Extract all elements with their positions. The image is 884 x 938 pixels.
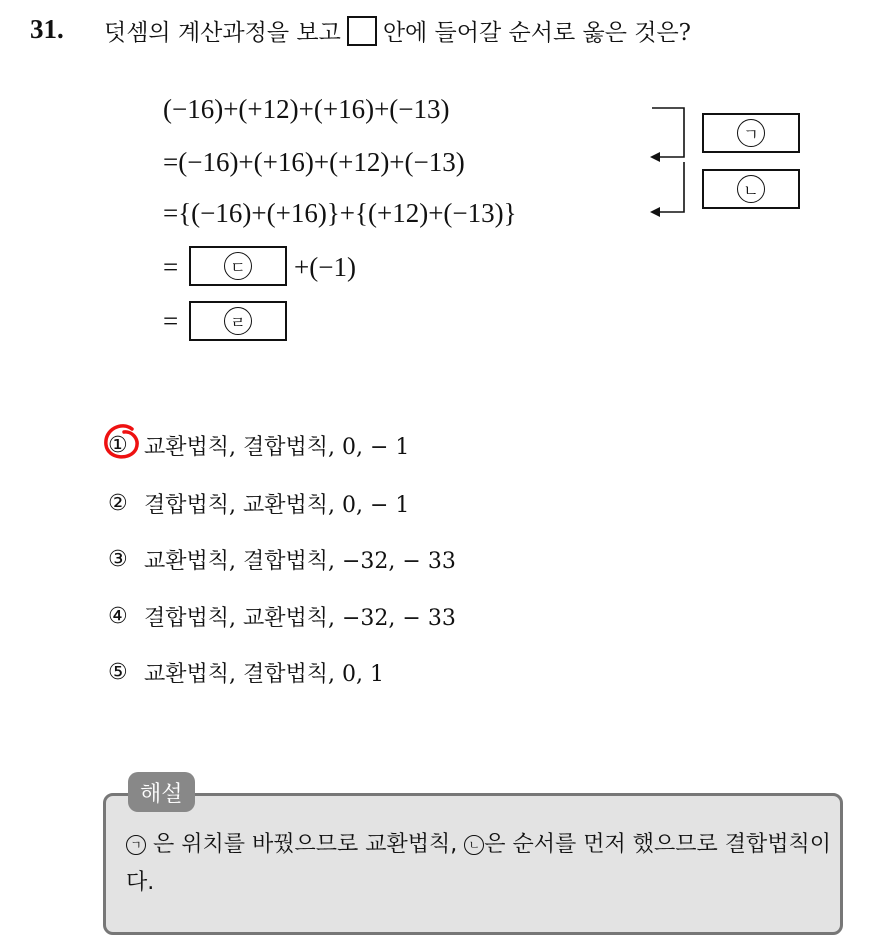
circled-a: ㄱ: [737, 119, 765, 147]
mark-a: ㄱ: [126, 835, 146, 855]
option-number: ①: [108, 433, 128, 458]
explanation-part-2: 은 순서를 먼저 했으므로 결합법칙이다.: [126, 832, 832, 895]
option-text: 결합법칙, 교환법칙, −32, − 33: [144, 606, 456, 631]
question-text: [104, 14, 691, 47]
arrow-1: [652, 108, 684, 157]
work-line-4-suffix: +(−1): [294, 252, 356, 282]
option-3[interactable]: [108, 544, 456, 575]
answer-box-a: [702, 113, 800, 153]
blank-box: [347, 16, 377, 46]
explanation-part-1: 은 위치를 바꿨으므로 교환법칙,: [153, 832, 465, 857]
work-line-5-prefix: =: [163, 306, 179, 336]
option-text: 교환법칙, 결합법칙, 0, − 1: [144, 435, 410, 460]
circled-d: ㄹ: [224, 307, 252, 335]
option-number: ④: [108, 604, 128, 629]
arrow-1-head: [650, 152, 660, 162]
work-line-2: =(−16)+(+16)+(+12)+(−13): [163, 147, 465, 177]
option-number: ③: [108, 547, 128, 572]
circled-c: ㄷ: [224, 252, 252, 280]
explanation-tag: 해설: [128, 772, 195, 812]
option-text: 교환법칙, 결합법칙, −32, − 33: [144, 549, 456, 574]
mark-b: ㄴ: [464, 835, 484, 855]
option-number: ②: [108, 491, 128, 516]
question-text-before: 덧셈의 계산과정을 보고: [104, 20, 341, 46]
circled-b: ㄴ: [737, 175, 765, 203]
answer-box-c: [189, 246, 287, 286]
option-4[interactable]: [108, 601, 456, 632]
option-5[interactable]: [108, 657, 384, 688]
work-line-4-prefix: =: [163, 252, 179, 282]
question-number: 31.: [30, 14, 64, 44]
option-text: 결합법칙, 교환법칙, 0, − 1: [144, 493, 410, 518]
option-number: ⑤: [108, 660, 128, 685]
step-arrows: [640, 100, 700, 225]
work-line-3: ={(−16)+(+16)}+{(+12)+(−13)}: [163, 198, 517, 228]
option-text: 교환법칙, 결합법칙, 0, 1: [144, 662, 384, 687]
selected-answer-mark: [102, 423, 142, 463]
work-line-1: (−16)+(+12)+(+16)+(−13): [163, 94, 450, 124]
answer-box-d: [189, 301, 287, 341]
arrow-2: [658, 162, 684, 212]
option-2[interactable]: [108, 488, 409, 519]
answer-box-b: [702, 169, 800, 209]
explanation-text: [126, 826, 831, 902]
question-text-after: 안에 들어갈 순서로 옳은 것은?: [382, 20, 692, 46]
option-1[interactable]: [108, 430, 409, 461]
arrow-2-head: [650, 207, 660, 217]
